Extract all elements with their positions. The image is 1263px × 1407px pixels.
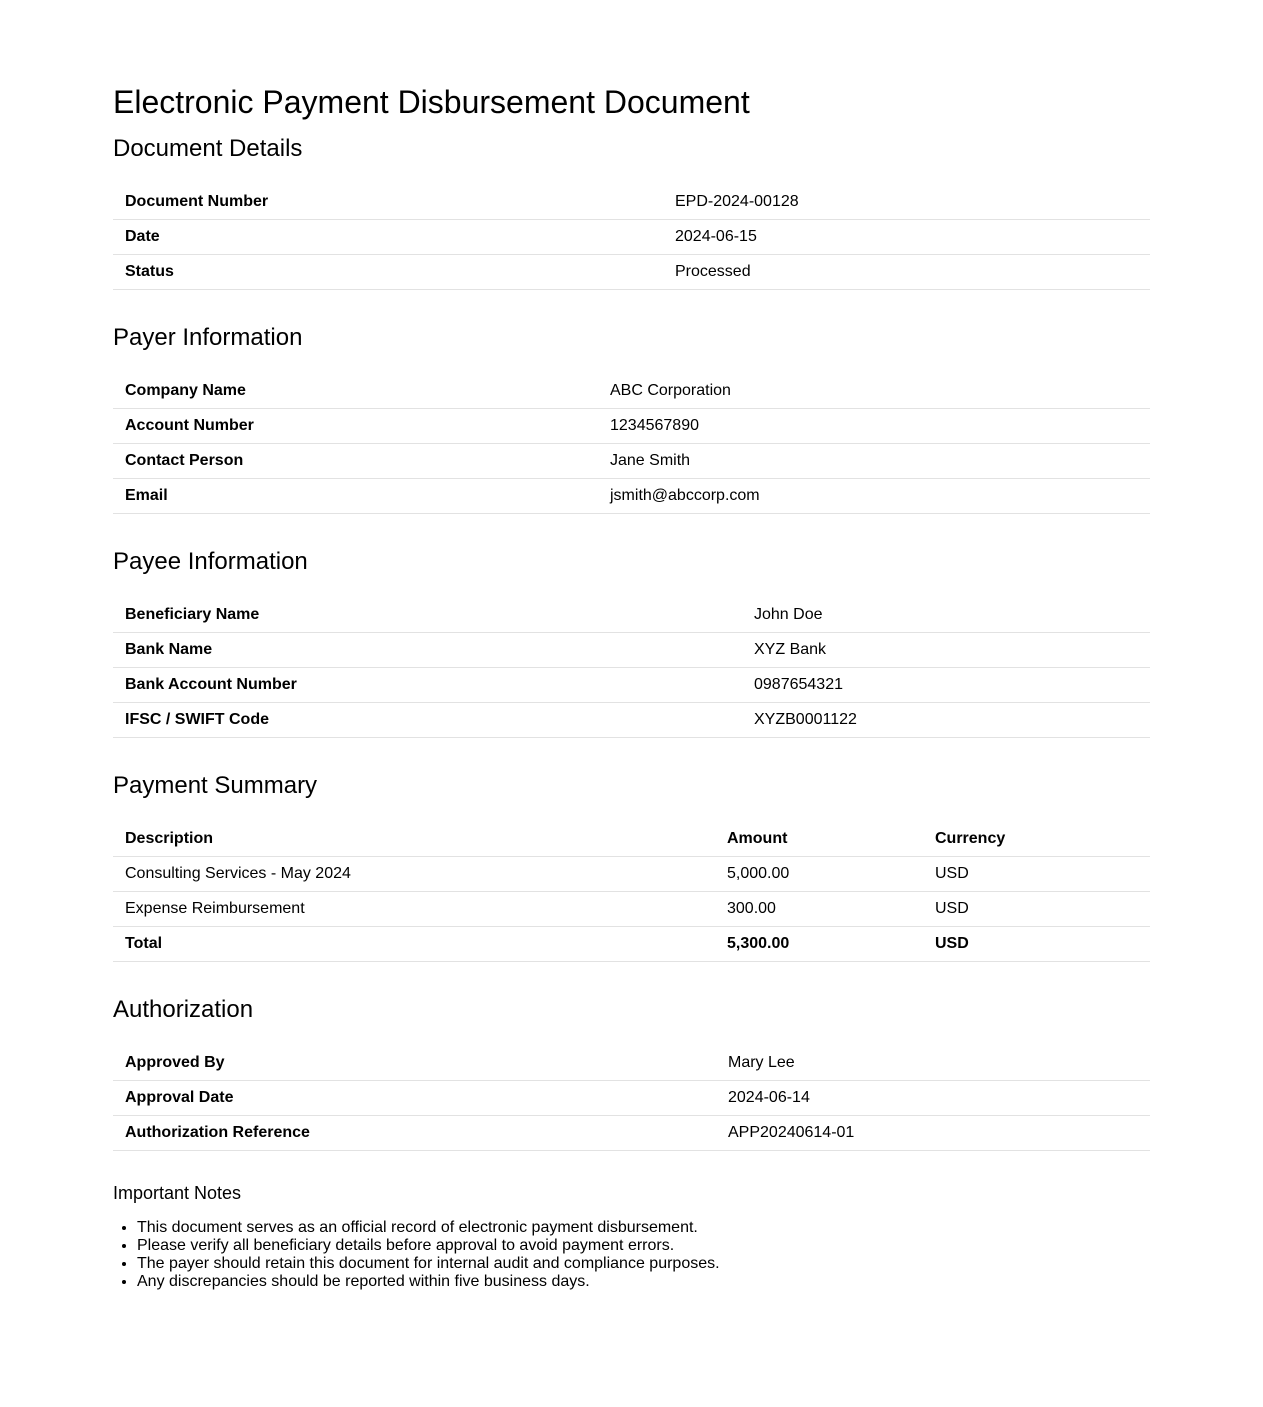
table-row — [113, 857, 1150, 892]
field-value: Processed — [663, 255, 1150, 290]
column-header-currency: Currency — [923, 822, 1150, 857]
notes-container — [113, 1219, 1150, 1290]
table-row — [113, 703, 1150, 738]
section-heading-payee: Payee Information — [113, 548, 308, 575]
field-label: Account Number — [113, 409, 598, 444]
document-content — [113, 80, 1150, 1290]
payment-amount: 300.00 — [715, 892, 923, 927]
field-value: XYZ Bank — [742, 633, 1150, 668]
column-header-amount: Amount — [715, 822, 923, 857]
field-label: Date — [113, 220, 663, 255]
field-value: 0987654321 — [742, 668, 1150, 703]
field-label: Contact Person — [113, 444, 598, 479]
table-row — [113, 409, 1150, 444]
total-amount: 5,300.00 — [715, 927, 923, 962]
document-details-table — [113, 185, 1150, 290]
field-label: Status — [113, 255, 663, 290]
payment-description: Consulting Services - May 2024 — [113, 857, 715, 892]
table-row — [113, 1081, 1150, 1116]
field-value: XYZB0001122 — [742, 703, 1150, 738]
field-label: Email — [113, 479, 598, 514]
table-row — [113, 220, 1150, 255]
field-label: Approved By — [113, 1046, 716, 1081]
field-value: APP20240614-01 — [716, 1116, 1150, 1151]
field-value: John Doe — [742, 598, 1150, 633]
field-value: ABC Corporation — [598, 374, 1150, 409]
list-item: • The payer should retain this document for internal audit and compliance purposes. — [137, 1255, 1150, 1273]
payment-currency: USD — [923, 892, 1150, 927]
notes-heading: Important Notes — [113, 1183, 242, 1203]
field-value: 1234567890 — [598, 409, 1150, 444]
field-value: 2024-06-14 — [716, 1081, 1150, 1116]
table-row — [113, 444, 1150, 479]
field-value: Mary Lee — [716, 1046, 1150, 1081]
table-row — [113, 374, 1150, 409]
table-row — [113, 255, 1150, 290]
field-label: Document Number — [113, 185, 663, 220]
section-heading-document-details: Document Details — [113, 135, 303, 162]
section-heading-payment-summary: Payment Summary — [113, 772, 318, 799]
table-row — [113, 1116, 1150, 1151]
authorization-table — [113, 1046, 1150, 1151]
payee-table — [113, 598, 1150, 738]
table-row — [113, 1046, 1150, 1081]
table-row — [113, 668, 1150, 703]
field-label: Authorization Reference — [113, 1116, 716, 1151]
payment-amount: 5,000.00 — [715, 857, 923, 892]
field-label: Beneficiary Name — [113, 598, 742, 633]
table-row — [113, 185, 1150, 220]
total-row — [113, 927, 1150, 962]
field-label: Company Name — [113, 374, 598, 409]
section-heading-payer: Payer Information — [113, 324, 303, 351]
notes-list — [113, 1219, 1150, 1291]
table-header-row — [113, 822, 1150, 857]
section-heading-authorization: Authorization — [113, 996, 254, 1023]
field-label: Approval Date — [113, 1081, 716, 1116]
payment-currency: USD — [923, 857, 1150, 892]
table-row — [113, 479, 1150, 514]
payer-table — [113, 374, 1150, 514]
field-label: IFSC / SWIFT Code — [113, 703, 742, 738]
field-label: Bank Account Number — [113, 668, 742, 703]
document-title: Electronic Payment Disbursement Document — [113, 84, 750, 120]
list-item: • Any discrepancies should be reported within five business days. — [137, 1273, 1150, 1291]
total-currency: USD — [923, 927, 1150, 962]
field-value: Jane Smith — [598, 444, 1150, 479]
payment-description: Expense Reimbursement — [113, 892, 715, 927]
column-header-description: Description — [113, 822, 715, 857]
field-label: Bank Name — [113, 633, 742, 668]
table-row — [113, 892, 1150, 927]
total-label: Total — [113, 927, 715, 962]
field-value: 2024-06-15 — [663, 220, 1150, 255]
field-value: jsmith@abccorp.com — [598, 479, 1150, 514]
list-item: • Please verify all beneficiary details before approval to avoid payment errors. — [137, 1237, 1150, 1255]
payment-summary-table — [113, 822, 1150, 962]
field-value: EPD-2024-00128 — [663, 185, 1150, 220]
table-row — [113, 598, 1150, 633]
table-row — [113, 633, 1150, 668]
list-item: • This document serves as an official record of electronic payment disbursement. — [137, 1219, 1150, 1237]
